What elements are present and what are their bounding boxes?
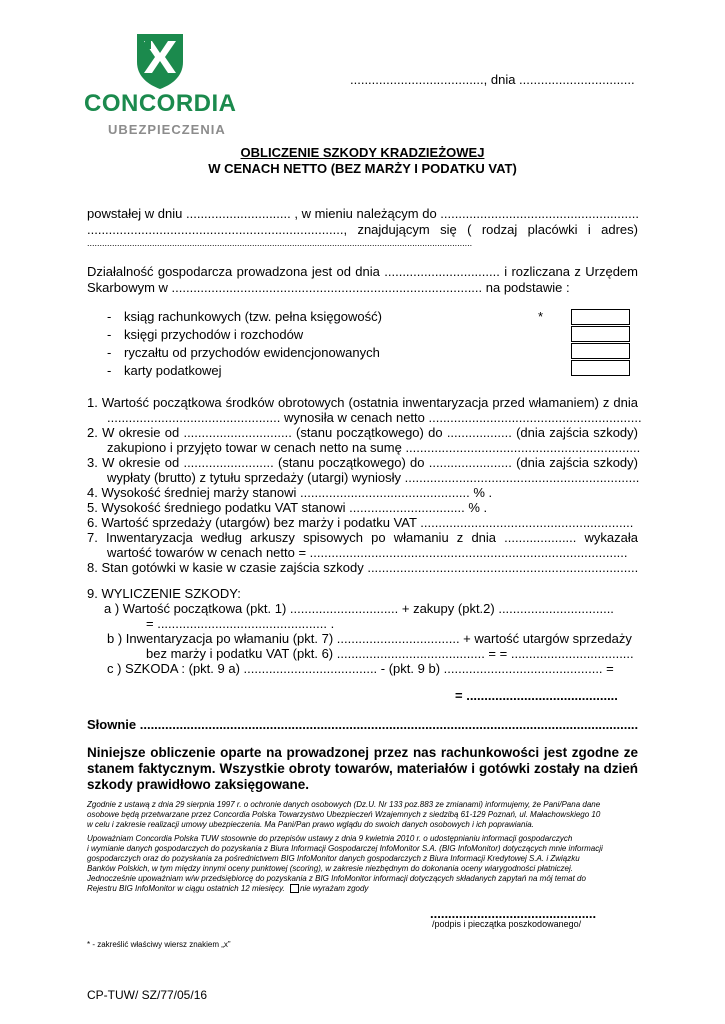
point-5: 5. Wysokość średniego podatku VAT stanowi ................................ % . (87, 500, 488, 515)
point-1-line-2: ................................................ wynosiła w cenach netto ........................................................... (107, 410, 642, 425)
basis-dash-3: - (107, 345, 112, 360)
declaration-line-1: Niniejsze obliczenie oparte na prowadzonej przez nas rachunkowości jest zgodne ze (87, 745, 638, 760)
consent-line-3: gospodarczych oraz do pozyskania za pośrednictwem BIG InfoMonitor danych gospodarczych z Biura Informacji Kredytowej S.A. i Związku (87, 854, 580, 863)
logo-wordmark: CONCORDIA (84, 90, 237, 117)
consent-last-text: Rejestru BIG InfoMonitor w ciągu ostatnich 12 miesięcy. (87, 884, 285, 893)
date-line: ....................................., dnia ................................ (350, 72, 635, 87)
point-2-line-1: 2. W okresie od .............................. (stanu początkowego) do .................. (dnia zajścia szkody) (87, 425, 638, 440)
consent-line-6 (87, 884, 642, 894)
intro-line-3: .......................................................................................................................................................... (87, 238, 473, 248)
calc-a-line-1: a ) Wartość początkowa (pkt. 1) .............................. + zakupy (pkt.2) ................................ (104, 601, 614, 616)
calc-header: 9. WYLICZENIE SZKODY: (87, 586, 241, 601)
basis-checkbox-3[interactable] (571, 343, 630, 359)
consent-line-5: Jednocześnie upoważniam w/w przedsiębiorcę do pozyskania z BIG InfoMonitor informacji dotyczących składanych zapytań na mój temat do (87, 874, 586, 883)
basis-item-4: karty podatkowej (124, 363, 222, 378)
privacy-line-3: w celu i zakresie realizacji umowy ubezpieczenia. Ma Pani/Pan prawo wglądu do swoich danych osobowych i ich poprawiania. (87, 820, 534, 829)
basis-asterisk: * (538, 309, 544, 324)
no-consent-checkbox[interactable] (290, 884, 299, 893)
basis-checkbox-1[interactable] (571, 309, 630, 325)
no-consent-label: nie wyrażam zgody (299, 884, 369, 893)
calc-c-line-1: c ) SZKODA : (pkt. 9 a) ..................................... - (pkt. 9 b) ............................................ = (107, 661, 614, 676)
basis-checkbox-2[interactable] (571, 326, 630, 342)
company-logo (84, 32, 237, 142)
business-line-1: Działalność gospodarcza prowadzona jest od dnia ................................ i rozliczana z Urzędem (87, 264, 638, 279)
document-title: OBLICZENIE SZKODY KRADZIEŻOWEJ (240, 145, 485, 160)
consent-line-1: Upoważniam Concordia Polska TUW stosownie do przepisów ustawy z dnia 9 kwietnia 2010 r. o udostępnianiu informacji gospodarczych (87, 834, 573, 843)
privacy-line-1: Zgodnie z ustawą z dnia 29 sierpnia 1997 r. o ochronie danych osobowych (Dz.U. Nr 133 poz.883 ze zmianami) informujemy, że Pani/Pana dane (87, 800, 601, 809)
basis-item-2: księgi przychodów i rozchodów (124, 327, 304, 342)
point-2-line-2: zakupiono i przyjęto towar w cenach netto na sumę ................................................................. (107, 440, 641, 455)
point-4: 4. Wysokość średniej marży stanowi ............................................... % . (87, 485, 493, 500)
privacy-notice (87, 800, 642, 830)
point-7-line-2: wartość towarów w cenach netto = ........................................................................................ (107, 545, 628, 560)
signature-caption: /podpis i pieczątka poszkodowanego/ (432, 919, 582, 929)
business-line-2: Skarbowym w ...................................................................................... na podstawie : (87, 280, 570, 295)
amount-in-words: Słownie .......................................................................................................................................... (87, 717, 639, 732)
concordia-emblem-icon (135, 32, 185, 90)
infomonitor-consent (87, 834, 642, 894)
point-3-line-2: wypłaty (brutto) z tytułu sprzedaży (utargi) wyniosły ................................................................. (107, 470, 640, 485)
consent-line-2: i wymianie danych gospodarczych do pozyskania z Biura Informacji Gospodarczej InfoMonitor S.A. (BIG InfoMonitor) dotyczących mnie informacji (87, 844, 603, 853)
point-8: 8. Stan gotówki w kasie w czasie zajścia szkody ........................................................................... (87, 560, 639, 575)
calc-b-line-2: bez marży i podatku VAT (pkt. 6) ......................................... = = .................................. (146, 646, 634, 661)
basis-checkbox-4[interactable] (571, 360, 630, 376)
calc-b-line-1: b ) Inwentaryzacja po włamaniu (pkt. 7) .................................. + wartość utargów sprzedaży (107, 631, 632, 646)
basis-dash-4: - (107, 363, 112, 378)
point-7-line-1: 7. Inwentaryzacja według arkuszy spisowych po włamaniu z dnia .................... wykazała (87, 530, 638, 545)
privacy-line-2: osobowe będą przetwarzane przez Concordia Polska Towarzystwo Ubezpieczeń Wzajemnych z siedzibą 61-129 Poznań, ul. Małachowskiego 10 (87, 810, 601, 819)
calc-a-line-2: = ............................................... . (146, 616, 335, 631)
basis-item-1: ksiąg rachunkowych (tzw. pełna księgowość) (124, 309, 382, 324)
point-6: 6. Wartość sprzedaży (utargów) bez marży i podatku VAT ........................................................... (87, 515, 634, 530)
basis-dash-1: - (107, 309, 112, 324)
document-subtitle: W CENACH NETTO (BEZ MARŻY I PODATKU VAT) (208, 161, 517, 176)
form-code: CP-TUW/ SZ/77/05/16 (87, 988, 208, 1002)
calc-c-line-2: = .......................................... (455, 688, 618, 703)
signature-dots: .............................................. (430, 906, 597, 921)
point-1-line-1: 1. Wartość początkowa środków obrotowych (ostatnia inwentaryzacja przed włamaniem) z dnia (87, 395, 638, 410)
intro-line-1: powstałej w dniu ............................. , w mieniu należącym do ....................................................... (87, 206, 639, 221)
declaration-line-2: stanem faktycznym. Wszystkie obroty towarów, materiałów i gotówki zostały na dzień (87, 761, 638, 776)
declaration-line-3: szkody prawidłowo zaksięgowane. (87, 777, 310, 792)
intro-line-2: ......................................................................., znajdującym się ( rodzaj placówki i adres) (87, 222, 638, 237)
consent-line-4: Banków Polskich, w tym między innymi oceny punktowej (scoring), w zakresie niezbędnym do dokonania oceny wiarygodności płatniczej. (87, 864, 574, 873)
basis-item-3: ryczałtu od przychodów ewidencjonowanych (124, 345, 380, 360)
point-3-line-1: 3. W okresie od ......................... (stanu początkowego) do ....................... (dnia zajścia szkody) (87, 455, 638, 470)
basis-dash-2: - (107, 327, 112, 342)
logo-subtitle: UBEZPIECZENIA (108, 122, 226, 137)
footnote: * - zakreślić właściwy wiersz znakiem „x” (87, 940, 231, 949)
